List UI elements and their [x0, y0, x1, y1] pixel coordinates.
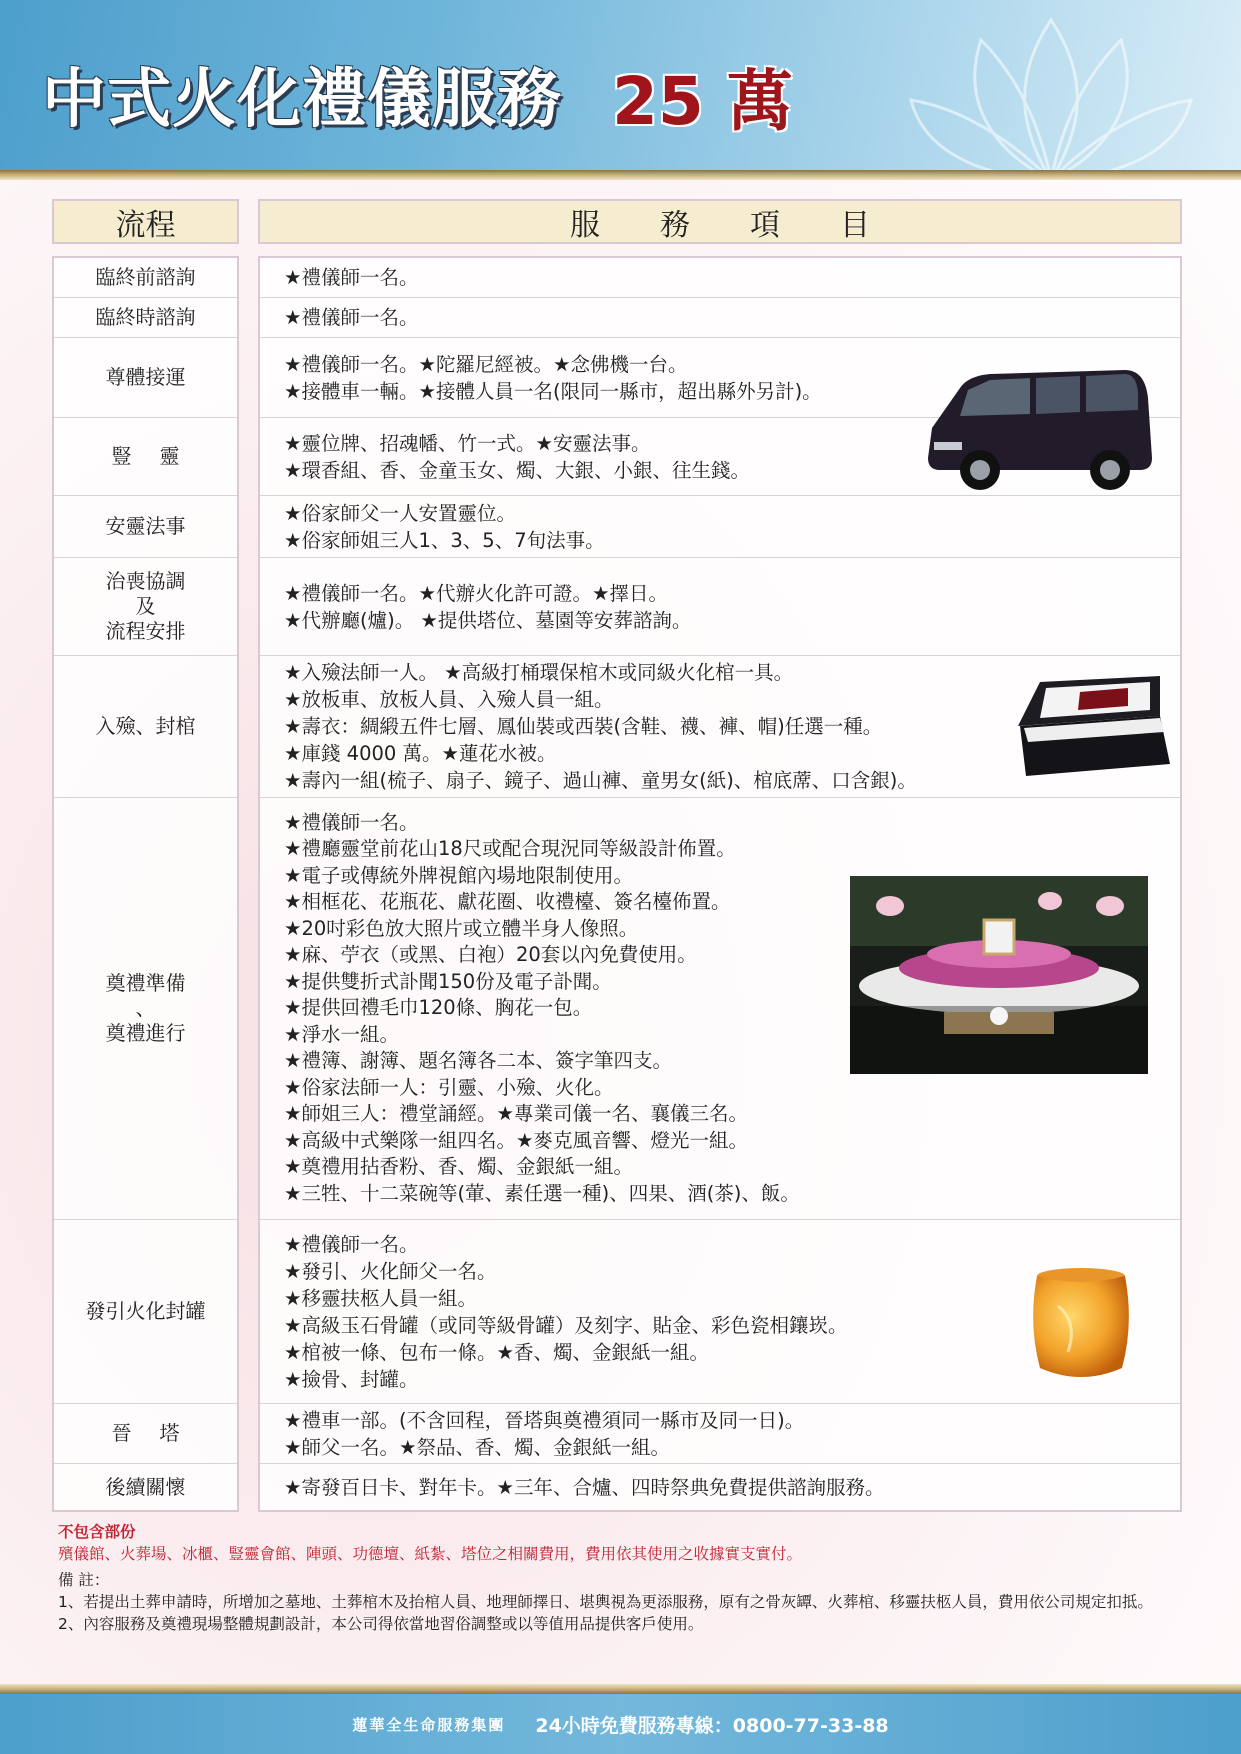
hearse-van-image — [920, 358, 1158, 496]
service-item: ★入殮法師一人。 ★高級打桶環保棺木或同級火化棺一具。 — [284, 661, 794, 684]
service-item: ★靈位牌、招魂幡、竹一式。★安靈法事。 — [284, 431, 651, 455]
column-header-process: 流程 — [52, 199, 239, 244]
column-header-services: 服務項目 — [258, 199, 1182, 244]
stage-cell — [54, 798, 237, 1220]
service-item: ★環香組、香、金童玉女、燭、大銀、小銀、往生錢。 — [284, 458, 750, 482]
service-item: ★高級玉石骨罐（或同等級骨罐）及刻字、貼金、彩色瓷相鑲崁。 — [284, 1313, 848, 1337]
excluded-title: 不包含部份 — [58, 1523, 136, 1541]
service-cell — [260, 1404, 1180, 1464]
stage-label: 奠禮進行 — [105, 1021, 186, 1045]
lotus-flower-decoration — [901, 0, 1201, 190]
stage-label: 入殮、封棺 — [95, 714, 196, 738]
stage-label: 安靈法事 — [105, 514, 186, 538]
service-item: ★禮儀師一名。 — [284, 810, 419, 834]
stage-label: 臨終前諮詢 — [95, 265, 196, 289]
stage-label: 及 — [135, 594, 156, 618]
service-item: ★高級中式樂隊一組四名。★麥克風音響、燈光一組。 — [284, 1128, 748, 1152]
stage-label: 後續關懷 — [105, 1474, 186, 1499]
stage-cell — [54, 298, 237, 338]
stage-label: 豎靈 — [111, 444, 208, 468]
service-item: ★代辦廳(爐)。 ★提供塔位、墓園等安葬諮詢。 — [284, 608, 692, 632]
service-item: ★壽衣：綢緞五件七層、鳳仙裝或西裝(含鞋、襪、褲、帽)任選一種。 — [284, 715, 883, 738]
service-item: ★奠禮用拈香粉、香、燭、金銀紙一組。 — [284, 1155, 633, 1179]
memorial-altar-flowers-image — [850, 876, 1148, 1074]
service-item: ★麻、苧衣（或黑、白袍）20套以內免費使用。 — [284, 943, 697, 967]
stage-cell — [54, 656, 237, 798]
service-item: ★禮簿、謝簿、題名簿各二本、簽字筆四支。 — [284, 1049, 672, 1073]
service-item: ★相框花、花瓶花、獻花圈、收禮檯、簽名檯佈置。 — [284, 890, 731, 914]
service-item: ★淨水一組。 — [284, 1022, 399, 1046]
stage-cell — [54, 1220, 237, 1404]
stage-cell — [54, 1464, 237, 1510]
header-banner — [0, 0, 1241, 170]
service-item: ★禮廳靈堂前花山18尺或配合現況同等級設計佈置。 — [284, 837, 736, 861]
stage-cell — [54, 338, 237, 418]
stage-label: 發引火化封罐 — [85, 1299, 206, 1323]
package-price: 25 萬 — [612, 63, 793, 140]
remarks-title: 備 註： — [58, 1571, 110, 1589]
service-item: ★禮儀師一名。 — [284, 306, 419, 329]
service-item: ★庫錢 4000 萬。★蓮花水被。 — [284, 742, 557, 765]
stage-cell — [54, 496, 237, 558]
service-cell — [260, 1464, 1180, 1510]
service-item: ★撿骨、封罐。 — [284, 1367, 419, 1391]
service-item: ★禮儀師一名。 — [284, 266, 419, 289]
service-item: ★電子或傳統外牌視館內場地限制使用。 — [284, 863, 633, 887]
footer-divider — [0, 1684, 1241, 1694]
service-item: ★提供雙折式訃聞150份及電子訃聞。 — [284, 969, 612, 993]
service-item: ★提供回禮毛巾120條、胸花一包。 — [284, 996, 593, 1020]
service-cell — [260, 298, 1180, 338]
process-column — [52, 256, 239, 1512]
stage-label: 奠禮準備 — [105, 971, 186, 995]
remark-item: 1、若提出土葬申請時，所增加之墓地、土葬棺木及抬棺人員、地理師擇日、堪輿視為更添服務，原有之骨灰罈、火葬棺、移靈扶柩人員，費用依公司規定扣抵。 — [58, 1593, 1153, 1611]
service-item: ★俗家法師一人：引靈、小殮、火化。 — [284, 1075, 614, 1099]
service-cell — [260, 258, 1180, 298]
header-divider — [0, 170, 1241, 180]
service-item: ★三牲、十二菜碗等(葷、素任選一種)、四果、酒(茶)、飯。 — [284, 1181, 800, 1205]
company-name: 蓮華全生命服務集團 — [352, 1715, 506, 1734]
stage-label: 臨終時諮詢 — [95, 305, 196, 329]
service-item: ★接體車一輛。★接體人員一名(限同一縣市，超出縣外另計)。 — [284, 379, 822, 403]
remark-item: 2、內容服務及奠禮現場整體規劃設計，本公司得依當地習俗調整或以等值用品提供客戶使用。 — [58, 1615, 704, 1633]
page-title: 中式火化禮儀服務 — [42, 63, 562, 137]
service-item: ★移靈扶柩人員一組。 — [284, 1286, 477, 1310]
footer-bar — [0, 1694, 1241, 1754]
notes-section — [58, 1521, 1188, 1635]
service-item: ★禮儀師一名。★陀羅尼經被。★念佛機一台。 — [284, 352, 688, 376]
service-item: ★寄發百日卡、對年卡。★三年、合爐、四時祭典免費提供諮詢服務。 — [284, 1475, 885, 1499]
stage-label: 流程安排 — [105, 619, 186, 643]
stage-cell — [54, 418, 237, 496]
stage-label: 尊體接運 — [105, 365, 186, 389]
service-item: ★放板車、放板人員、入殮人員一組。 — [284, 688, 614, 711]
service-item: ★禮儀師一名。★代辦火化許可證。★擇日。 — [284, 581, 668, 605]
service-item: ★20吋彩色放大照片或立體半身人像照。 — [284, 916, 639, 940]
coffin-image — [1010, 676, 1178, 788]
service-item: ★發引、火化師父一名。 — [284, 1259, 497, 1283]
stage-cell — [54, 258, 237, 298]
service-item: ★師父一名。★祭品、香、燭、金銀紙一組。 — [284, 1435, 670, 1459]
stage-cell — [54, 1404, 237, 1464]
service-item: ★禮車一部。(不含回程，晉塔與奠禮須同一縣市及同一日)。 — [284, 1408, 805, 1432]
service-item: ★棺被一條、包布一條。★香、燭、金銀紙一組。 — [284, 1340, 709, 1364]
service-cell — [260, 496, 1180, 558]
jade-urn-image — [1028, 1266, 1134, 1382]
service-item: ★師姐三人：禮堂誦經。★專業司儀一名、襄儀三名。 — [284, 1102, 748, 1126]
service-item: ★壽內一組(梳子、扇子、鏡子、過山褲、童男女(紙)、棺底蓆、口含銀)。 — [284, 769, 917, 792]
excluded-text: 殯儀館、火葬場、冰櫃、豎靈會館、陣頭、功德壇、紙紮、塔位之相關費用，費用依其使用之收據實支實付。 — [58, 1545, 803, 1563]
stage-label: 治喪協調 — [105, 569, 186, 593]
stage-label: 晉塔 — [111, 1421, 208, 1445]
service-cell — [260, 558, 1180, 656]
stage-cell — [54, 558, 237, 656]
service-item: ★禮儀師一名。 — [284, 1232, 419, 1256]
service-item: ★俗家師父一人安置靈位。 — [284, 501, 516, 525]
service-item: ★俗家師姐三人1、3、5、7旬法事。 — [284, 528, 605, 552]
stage-label: 、 — [135, 996, 156, 1020]
hotline-number[interactable]: 24小時免費服務專線：0800-77-33-88 — [535, 1714, 889, 1737]
